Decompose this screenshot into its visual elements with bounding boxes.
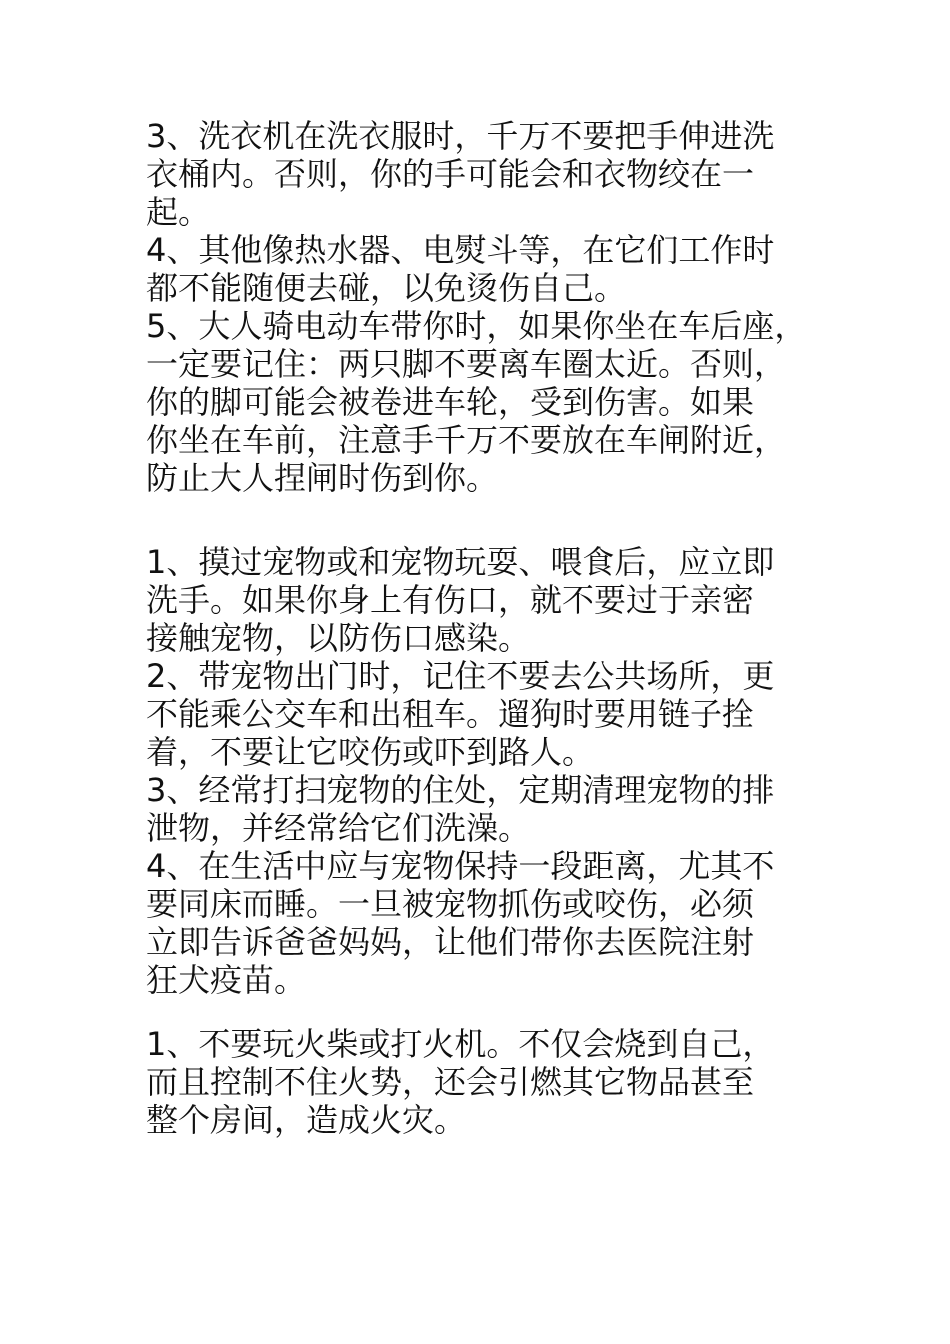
- text-line: 都不能随便去碰，以免烫伤自己。: [146, 269, 627, 307]
- text-line: 2、带宠物出门时，记住不要去公共场所，更: [146, 657, 775, 695]
- paragraph-wash-hands: [146, 543, 826, 657]
- text-line: 不能乘公交车和出租车。遛狗时要用链子拴: [146, 695, 755, 733]
- text-line: 5、大人骑电动车带你时，如果你坐在车后座，: [146, 307, 807, 345]
- text-line: 狂犬疫苗。: [146, 961, 307, 999]
- text-line: 而且控制不住火势，还会引燃其它物品甚至: [146, 1063, 755, 1101]
- text-line: 起。: [146, 193, 211, 231]
- text-line: 防止大人捏闸时伤到你。: [146, 459, 499, 497]
- text-line: 要同床而睡。一旦被宠物抓伤或咬伤，必须: [146, 885, 755, 923]
- text-line: 1、不要玩火柴或打火机。不仅会烧到自己，: [146, 1025, 775, 1063]
- fire-safety-section: [146, 1025, 826, 1139]
- document-body: [146, 117, 826, 1139]
- paragraph-going-out: [146, 657, 826, 771]
- text-line: 1、摸过宠物或和宠物玩耍、喂食后，应立即: [146, 543, 775, 581]
- pet-safety-section: [146, 543, 826, 999]
- text-line: 你的脚可能会被卷进车轮，受到伤害。如果: [146, 383, 755, 421]
- paragraph-electric-bike: [146, 307, 826, 497]
- appliance-safety-section: [146, 117, 826, 497]
- paragraph-heater-iron: [146, 231, 826, 307]
- text-line: 衣桶内。否则，你的手可能会和衣物绞在一: [146, 155, 755, 193]
- text-line: 你坐在车前，注意手千万不要放在车闸附近，: [146, 421, 787, 459]
- paragraph-matches-lighter: [146, 1025, 826, 1139]
- text-line: 整个房间，造成火灾。: [146, 1101, 467, 1139]
- text-line: 4、在生活中应与宠物保持一段距离，尤其不: [146, 847, 775, 885]
- paragraph-washing-machine: [146, 117, 826, 231]
- paragraph-keep-distance: [146, 847, 826, 999]
- text-line: 一定要记住：两只脚不要离车圈太近。否则，: [146, 345, 787, 383]
- paragraph-cleaning: [146, 771, 826, 847]
- text-line: 接触宠物，以防伤口感染。: [146, 619, 531, 657]
- text-line: 4、其他像热水器、电熨斗等，在它们工作时: [146, 231, 775, 269]
- text-line: 3、经常打扫宠物的住处，定期清理宠物的排: [146, 771, 775, 809]
- text-line: 着，不要让它咬伤或吓到路人。: [146, 733, 595, 771]
- text-line: 立即告诉爸爸妈妈，让他们带你去医院注射: [146, 923, 755, 961]
- text-line: 洗手。如果你身上有伤口，就不要过于亲密: [146, 581, 755, 619]
- text-line: 泄物，并经常给它们洗澡。: [146, 809, 531, 847]
- text-line: 3、洗衣机在洗衣服时，千万不要把手伸进洗: [146, 117, 775, 155]
